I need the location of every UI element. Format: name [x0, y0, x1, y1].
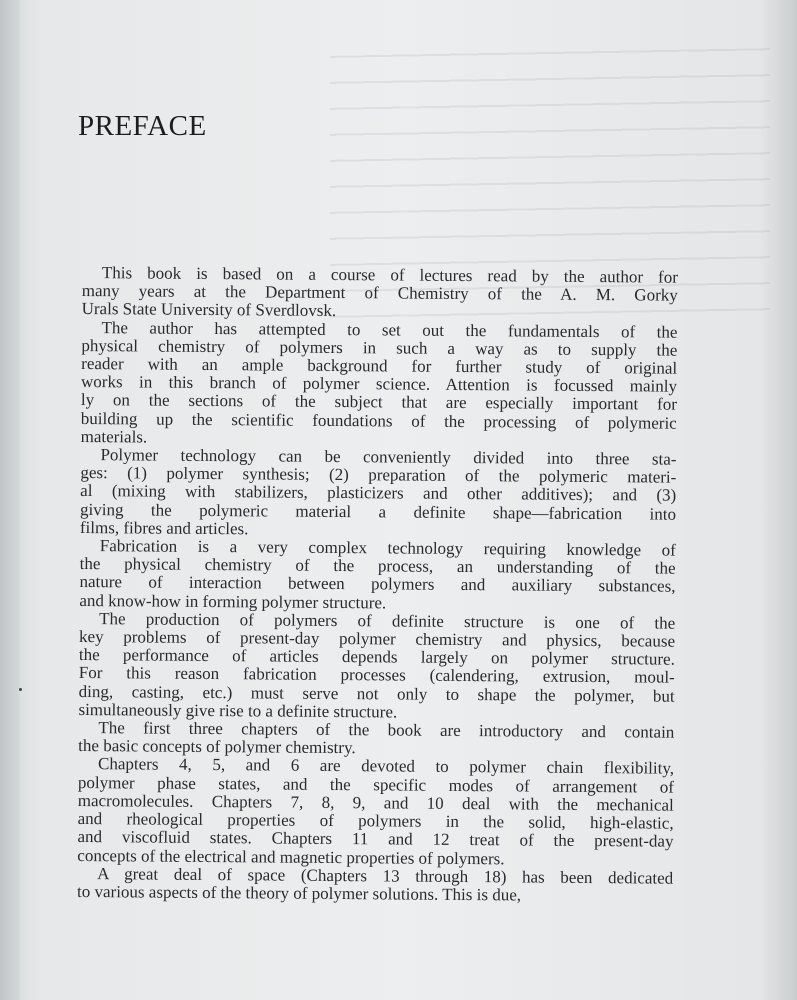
text-line: polymer phase states, and the specific modes of arrangement of	[77, 772, 674, 797]
text-line: to various aspects of the theory of polymer solutions. This is due,	[76, 881, 522, 905]
text-line: materials.	[80, 426, 148, 447]
text-line: A great deal of space (Chapters 13 through 18) has been dedicated	[97, 863, 674, 888]
text-line: works in this branch of polymer science. Attention is focussed mainly	[81, 372, 678, 396]
text-line: Chapters 4, 5, and 6 are devoted to polymer chain flexibility,	[97, 754, 675, 779]
text-line: the basic concepts of polymer chemistry.	[78, 736, 356, 758]
text-line: Urals State University of Sverdlovsk.	[81, 299, 337, 321]
paragraph	[77, 865, 673, 906]
text-line: macromolecules. Chapters 7, 8, 9, and 10 deal with the mechanical	[77, 790, 674, 815]
text-line: many years at the Department of Chemistry of the A. M. Gorky	[81, 281, 678, 305]
text-line: physical chemistry of polymers in such a way as to supply the	[81, 335, 678, 360]
text-line: the physical chemistry of the process, an understanding of the	[79, 554, 676, 578]
text-line: building up the scientific foundations of the processing of polymeric	[80, 408, 677, 433]
paragraph	[78, 610, 675, 724]
text-line: Polymer technology can be conveniently divided into three sta-	[100, 445, 677, 469]
text-line: films, fibres and articles.	[79, 517, 249, 539]
paragraph	[80, 446, 677, 542]
text-line: ly on the sections of the subject that are especially important for	[80, 390, 677, 415]
text-line: The first three chapters of the book are introductory and contain	[98, 718, 675, 742]
text-line: concepts of the electrical and magnetic properties of polymers.	[77, 845, 505, 868]
text-line: the performance of articles depends largely on polymer structure.	[78, 645, 675, 669]
text-line: al (mixing with stabilizers, plasticizers and other additives); and (3)	[80, 481, 677, 506]
text-line: ding, casting, etc.) must serve not only to shape the polymer, but	[78, 681, 675, 706]
paragraph	[79, 537, 676, 614]
text-line: and know-how in forming polymer structure.	[79, 590, 387, 613]
text-line: The author has attempted to set out the fundamentals of the	[101, 317, 678, 342]
page-title: PREFACE	[78, 110, 207, 142]
paragraph	[78, 719, 674, 760]
page-binding-shadow	[0, 0, 20, 1000]
text-line: The production of polymers of definite structure is one of the	[99, 609, 676, 633]
paragraph	[77, 755, 674, 869]
text-line: key problems of present-day polymer chemistry and physics, because	[78, 627, 676, 651]
text-line: and rheological properties of polymers in the solid, high-elastic,	[77, 809, 674, 833]
paper-speck	[19, 688, 22, 691]
page-body-text	[77, 264, 678, 906]
text-line: ges: (1) polymer synthesis; (2) preparation of the polymeric materi-	[80, 463, 677, 487]
paragraph	[82, 264, 678, 323]
text-line: For this reason fabrication processes (calendering, extrusion, moul-	[78, 663, 675, 688]
text-line: This book is based on a course of lectures read by the author for	[101, 263, 678, 287]
text-line: giving the polymeric material a definite shape—fabrication into	[80, 499, 677, 524]
text-line: Fabrication is a very complex technology requiring knowledge of	[99, 536, 676, 560]
text-line: nature of interaction between polymers and auxiliary substances,	[79, 572, 676, 597]
paragraph	[81, 319, 678, 451]
text-line: reader with an ample background for further study of original	[81, 354, 678, 378]
text-line: and viscofluid states. Chapters 11 and 12 treat of the present-day	[77, 827, 674, 851]
text-line: simultaneously give rise to a definite structure.	[78, 699, 398, 722]
